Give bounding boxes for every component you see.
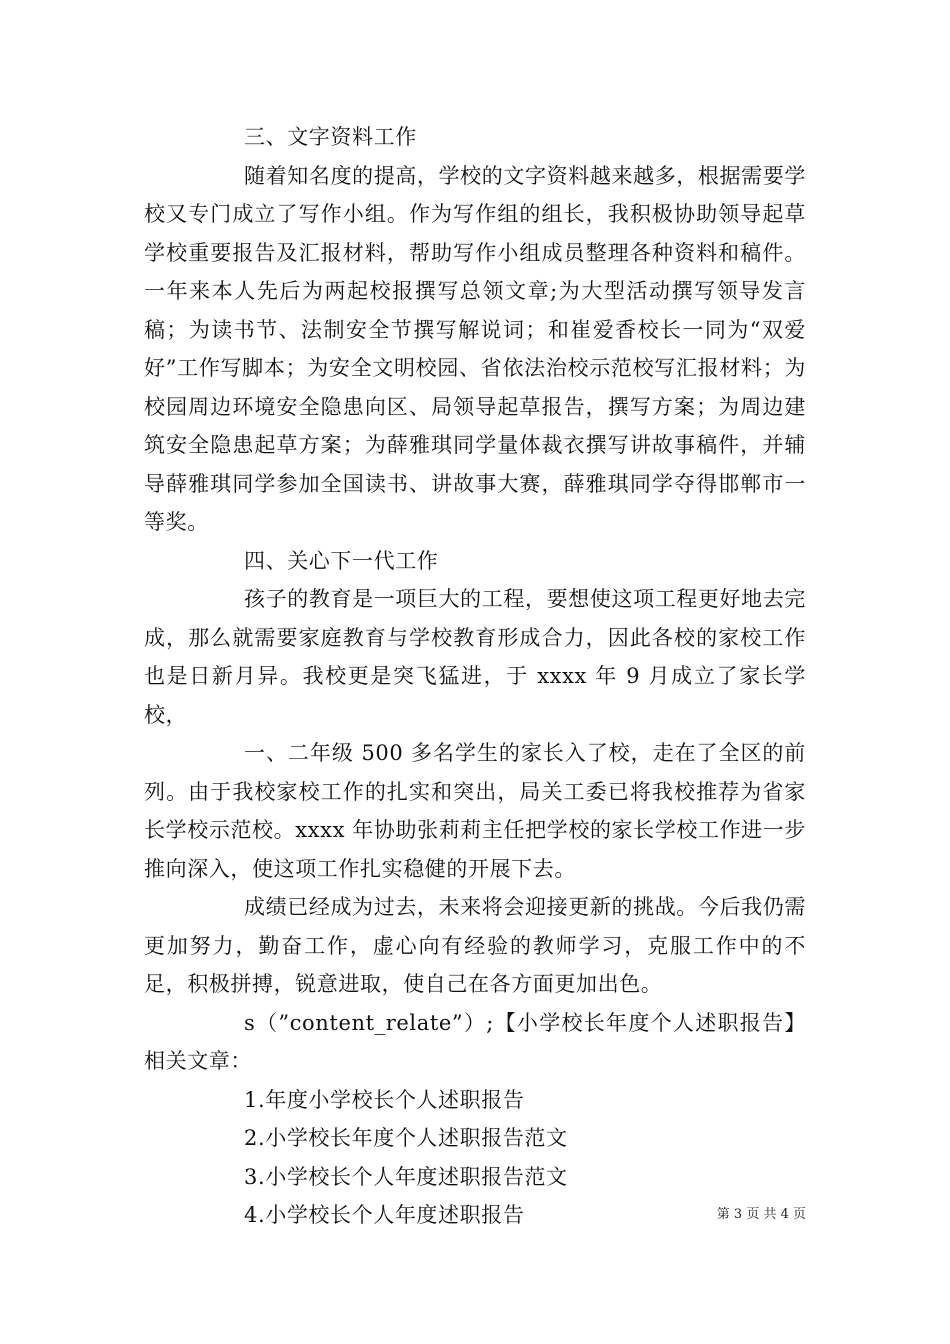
- related-article-item: [144, 1081, 806, 1120]
- related-article-link-2[interactable]: 2.小学校长年度个人述职报告范文: [244, 1126, 568, 1150]
- related-article-link-3[interactable]: 3.小学校长个人年度述职报告范文: [244, 1164, 568, 1189]
- related-article-item: [144, 1119, 806, 1158]
- related-article-link-4[interactable]: 4.小学校长个人年度述职报告: [244, 1203, 525, 1227]
- conclusion-paragraph: 成绩已经成为过去，未来将会迎接更新的挑战。今后我仍需更加努力，勤奋工作，虚心向有经验的教师学习，克服工作中的不足，积极拼搏，锐意进取，使自己在各方面更加出色。: [144, 895, 806, 996]
- section-heading-4: 四、关心下一代工作: [244, 548, 439, 573]
- page-number: 第 3 页 共 4 页: [716, 1207, 806, 1222]
- section-paragraph-3: 随着知名度的提高，学校的文字资料越来越多，根据需要学校又专门成立了写作小组。作为写作组的组长，我积极协助领导起草学校重要报告及汇报材料，帮助写作小组成员整理各种资料和稿件。一年来本人先后为两起校报撰写总领文章;为大型活动撰写领导发言稿；为读书节、法制安全节撰写解说词；和崔爱香校长一同为“双爱好”工作写脚本；为安全文明校园、省依法治校示范校写汇报材料；为校园周边环境安全隐患向区、局领导起草报告，撰写方案；为周边建筑安全隐患起草方案；为薛雅琪同学量体裁衣撰写讲故事稿件，并辅导薛雅琪同学参加全国读书、讲故事大赛，薛雅琪同学夺得邯郸市一等奖。: [144, 163, 806, 534]
- section-paragraph-4a: 孩子的教育是一项巨大的工程，要想使这项工程更好地去完成，那么就需要家庭教育与学校教育形成合力，因此各校的家校工作也是日新月异。我校更是突飞猛进，于 xxxx 年 9 月成立了家长学校，: [144, 587, 806, 727]
- document-body: [144, 118, 806, 1235]
- related-articles-intro: s（”content_relate”）;【小学校长年度个人述职报告】相关文章：: [144, 1010, 806, 1073]
- related-article-link-1[interactable]: 1.年度小学校长个人述职报告: [244, 1087, 525, 1112]
- related-article-item: [144, 1158, 806, 1197]
- section-paragraph-4b: 一、二年级 500 多名学生的家长入了校，走在了全区的前列。由于我校家校工作的扎实和突出，局关工委已将我校推荐为省家长学校示范校。xxxx 年协助张莉莉主任把学校的家长学校工作进一步推向深入，使这项工作扎实稳健的开展下去。: [144, 741, 806, 881]
- section-heading-3: 三、文字资料工作: [244, 125, 417, 149]
